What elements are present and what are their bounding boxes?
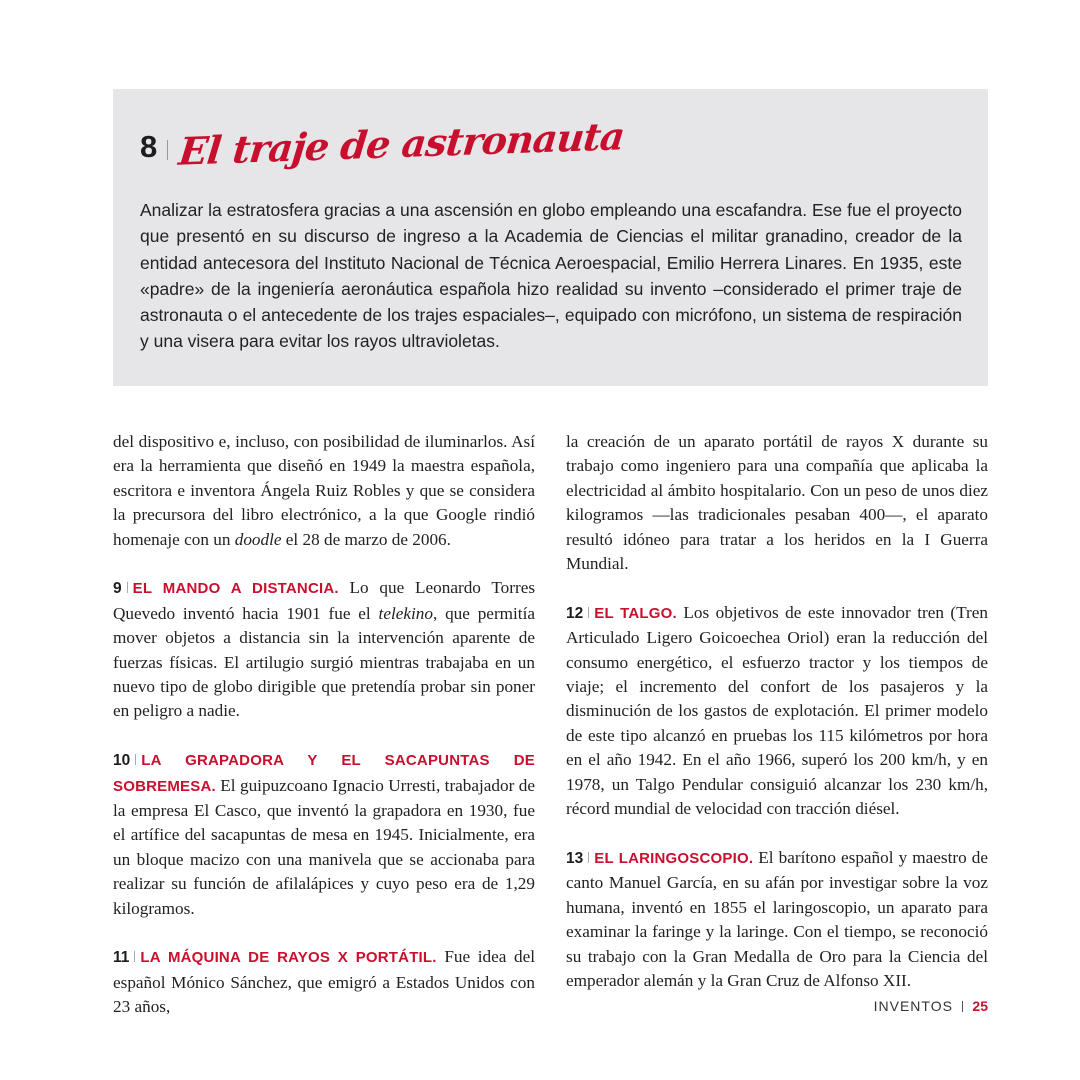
section-9: 9 EL MANDO A DISTANCIA. Lo que Leonardo Torres Quevedo inventó hacia 1901 fue el telekino, que permitía mover objetos a distancia sin la intervención aparente de fuerzas físicas. El artilugio surgió mientras trabajaba en un nuevo tipo de globo dirigible que pretendía probar sin poner en peligro a nadie. (113, 578, 536, 721)
heading-divider (167, 140, 168, 160)
sidebar-box (113, 89, 988, 386)
box-number: 8 (140, 129, 158, 164)
section-title: LA GRAPADORA Y EL SACAPUNTAS DE SOBREMESA. (113, 752, 535, 795)
paragraph-intro-right: la creación de un aparato portátil de rayos X durante su trabajo como ingeniero para una compañía que aplicaba la electricidad al ámbito hospitalario. Con un peso de unos diez kilogramos —las tradicionales pesaban 400—, el aparato resultó idóneo para tratar a los heridos en la I Guerra Mundial. (566, 432, 988, 574)
section-number: 9 (113, 580, 122, 598)
section-label: INVENTOS (873, 998, 953, 1014)
section-divider (588, 852, 589, 863)
section-title: EL LARINGOSCOPIO. (594, 849, 754, 867)
section-title: EL TALGO. (594, 604, 677, 622)
section-number: 12 (566, 604, 584, 622)
section-number: 13 (566, 849, 584, 867)
section-divider (135, 754, 136, 765)
section-divider (588, 607, 589, 618)
section-divider (127, 582, 128, 593)
section-11: 11 LA MÁQUINA DE RAYOS X PORTÁTIL. Fue idea del español Mónico Sánchez, que emigró a Estados Unidos con 23 años, (113, 947, 535, 1017)
box-paragraph: Analizar la estratosfera gracias a una ascensión en globo empleando una escafandra. Ese fue el proyecto que presentó en su discurso de ingreso a la Academia de Ciencias el militar granadino, creador de la entidad antecesora del Instituto Nacional de Técnica Aeroespacial, Emilio Herrera Linares. En 1935, este «padre» de la ingeniería aeronáutica española hizo realidad su invento –considerado el primer traje de astronauta o el antecedente de los trajes espaciales–, equipado con micrófono, un sistema de respiración y una visera para evitar los rayos ultravioletas. (140, 200, 962, 352)
page-number: 25 (972, 998, 988, 1014)
footer-divider (962, 1001, 964, 1012)
left-column (113, 430, 535, 1044)
section-10: 10 LA GRAPADORA Y EL SACAPUNTAS DE SOBREMESA. El guipuzcoano Ignacio Urresti, trabajador de la empresa El Casco, que inventó la grapadora en 1930, fue el artífice del sacapuntas de mesa en 1945. Inicialmente, era un bloque macizo con una manivela que se accionaba para realizar su función de afilalápices y cuyo peso era de 1,29 kilogramos. (113, 752, 535, 918)
section-13: 13 EL LARINGOSCOPIO. El barítono español y maestro de canto Manuel García, en su afán por investigar sobre la voz humana, inventó en 1855 el laringoscopio, un aparato para examinar la faringe y la laringe. Con el tiempo, se reconoció su trabajo con la Gran Medalla de Oro para la Ciencia del emperador alemán y la Gran Cruz de Alfonso XII. (566, 847, 989, 990)
right-column (566, 430, 988, 1018)
box-title: El traje de astronauta (176, 113, 627, 174)
box-heading (140, 113, 627, 174)
section-number: 10 (113, 752, 131, 770)
section-number: 11 (113, 949, 130, 967)
section-title: EL MANDO A DISTANCIA. (132, 580, 339, 598)
page-footer (874, 998, 988, 1014)
paragraph-intro-left: del dispositivo e, incluso, con posibilidad de iluminarlos. Así era la herramienta que diseñó en 1949 la maestra española, escritora e inventora Ángela Ruiz Robles y que se considera la precursora del libro electrónico, a la que Google rindió homenaje con un doodle el 28 de marzo de 2006. (113, 432, 535, 549)
section-divider (134, 951, 135, 962)
section-12: 12 EL TALGO. Los objetivos de este innovador tren (Tren Articulado Ligero Goicoechea Oriol) eran la reducción del consumo energético, el esfuerzo tractor y los tiempos de viaje; el incremento del confort de los pasajeros y la disminución de los gastos de explotación. El primer modelo de este tipo alcanzó en pruebas los 115 kilómetros por hora en el año 1942. En el año 1966, superó los 200 km/h, y en 1978, un Talgo Pendular consiguió alcanzar los 230 km/h, récord mundial de velocidad con tracción diésel. (566, 602, 988, 819)
section-title: LA MÁQUINA DE RAYOS X PORTÁTIL. (140, 949, 437, 967)
